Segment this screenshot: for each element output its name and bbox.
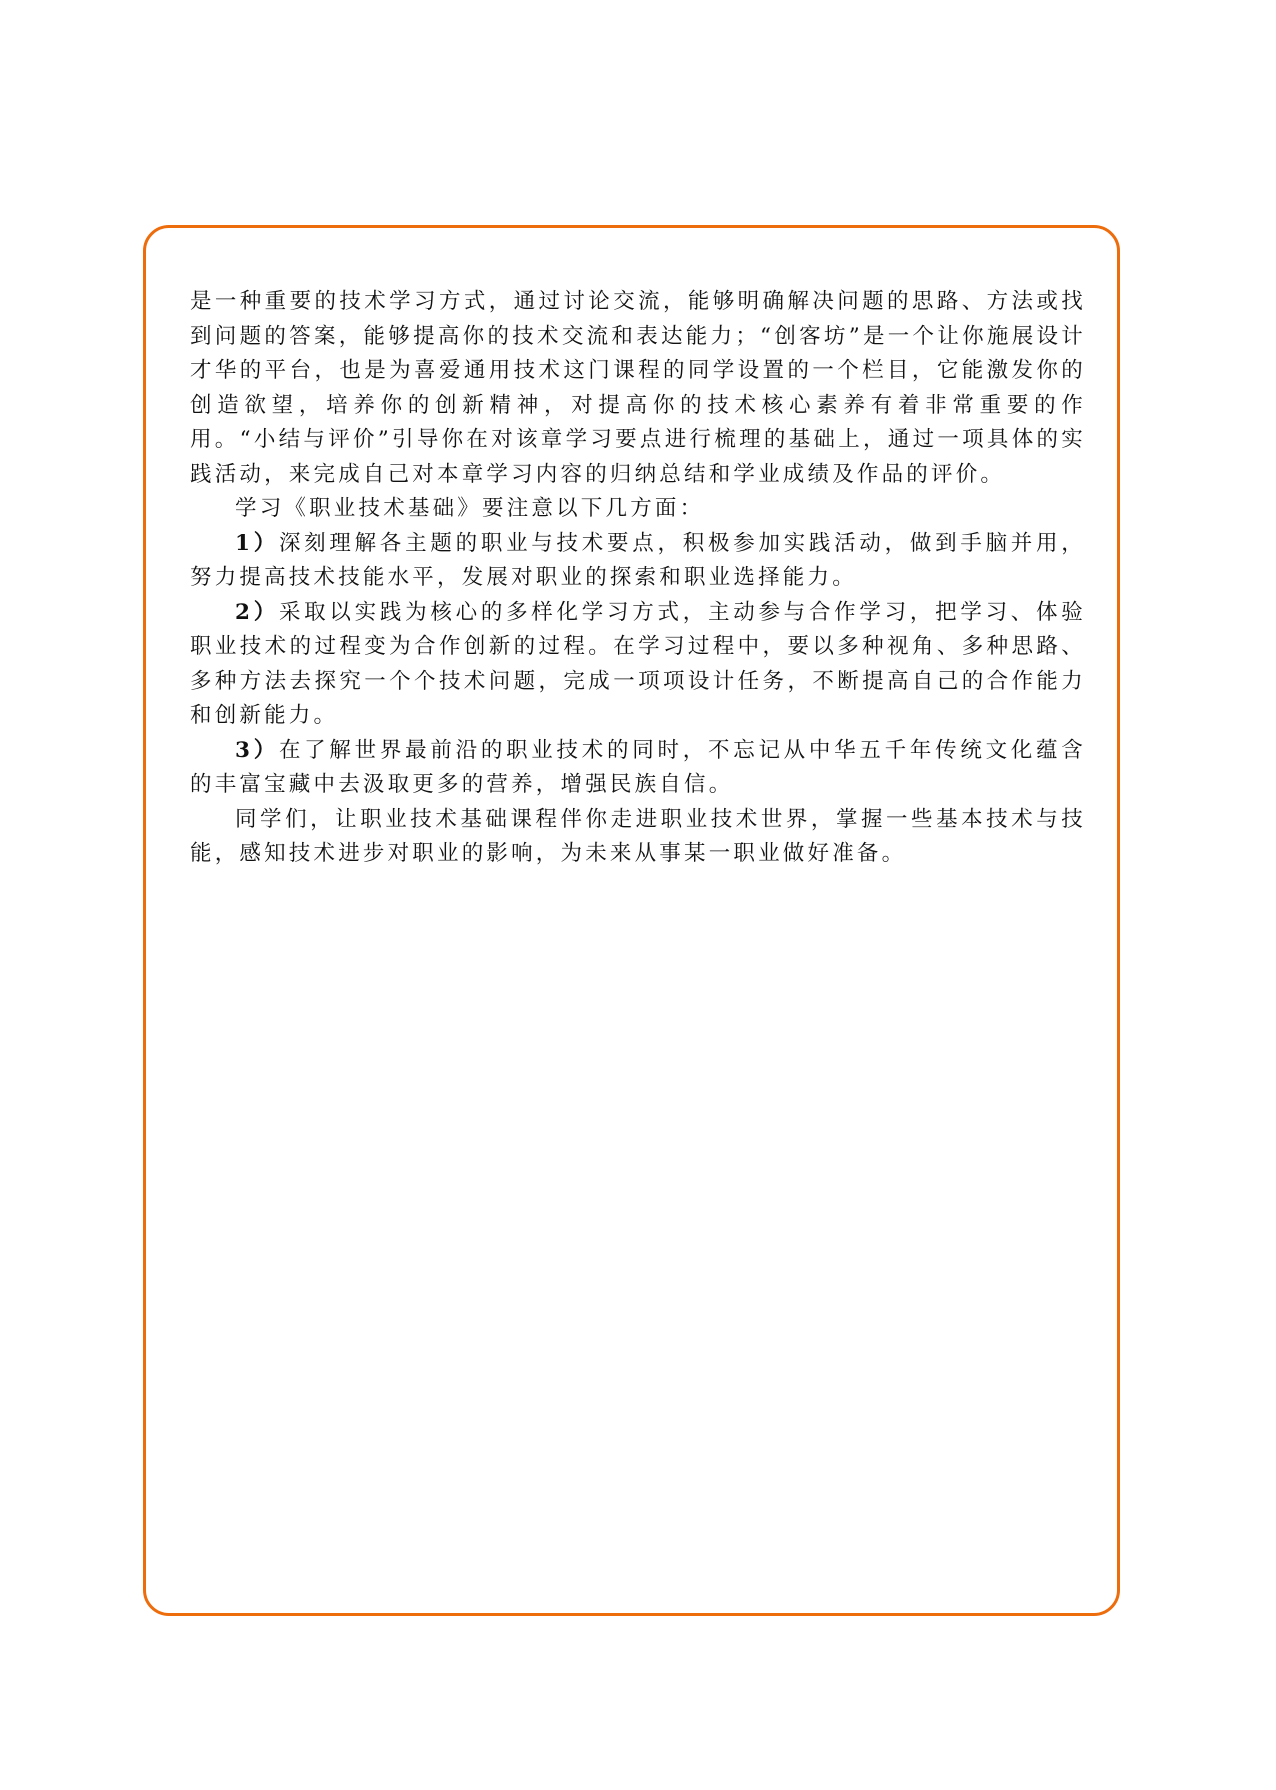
list-number: 1） bbox=[235, 530, 279, 556]
list-item-3 bbox=[190, 734, 1086, 803]
paragraph-text: 学习《职业技术基础》要注意以下几方面： bbox=[235, 496, 705, 521]
paragraph-text: 在了解世界最前沿的职业技术的同时，不忘记从中华五千年传统文化蕴含的丰富宝藏中去汲取更多的营养，增强民族自信。 bbox=[190, 737, 1086, 797]
list-number: 2） bbox=[235, 599, 279, 625]
paragraph-closing bbox=[190, 803, 1086, 872]
paragraph-text: 采取以实践为核心的多样化学习方式，主动参与合作学习，把学习、体验职业技术的过程变为合作创新的过程。在学习过程中，要以多种视角、多种思路、多种方法去探究一个个技术问题，完成一项项设计任务，不断提高自己的合作能力和创新能力。 bbox=[190, 599, 1086, 728]
document-body bbox=[190, 285, 1086, 872]
paragraph-text: 是一种重要的技术学习方式，通过讨论交流，能够明确解决问题的思路、方法或找到问题的答案，能够提高你的技术交流和表达能力；“创客坊”是一个让你施展设计才华的平台，也是为喜爱通用技术这门课程的同学设置的一个栏目，它能激发你的创造欲望，培养你的创新精神，对提高你的技术核心素养有着非常重要的作用。“小结与评价”引导你在对该章学习要点进行梳理的基础上，通过一项具体的实践活动，来完成自己对本章学习内容的归纳总结和学业成绩及作品的评价。 bbox=[190, 289, 1086, 487]
paragraph-text: 深刻理解各主题的职业与技术要点，积极参加实践活动，做到手脑并用，努力提高技术技能水平，发展对职业的探索和职业选择能力。 bbox=[190, 530, 1086, 590]
list-number: 3） bbox=[235, 737, 279, 763]
paragraph-intro-continued bbox=[190, 285, 1086, 492]
paragraph-study-notes-heading bbox=[190, 492, 1086, 527]
paragraph-text: 同学们，让职业技术基础课程伴你走进职业技术世界，掌握一些基本技术与技能，感知技术进步对职业的影响，为未来从事某一职业做好准备。 bbox=[190, 806, 1086, 866]
list-item-2 bbox=[190, 596, 1086, 734]
list-item-1 bbox=[190, 527, 1086, 596]
